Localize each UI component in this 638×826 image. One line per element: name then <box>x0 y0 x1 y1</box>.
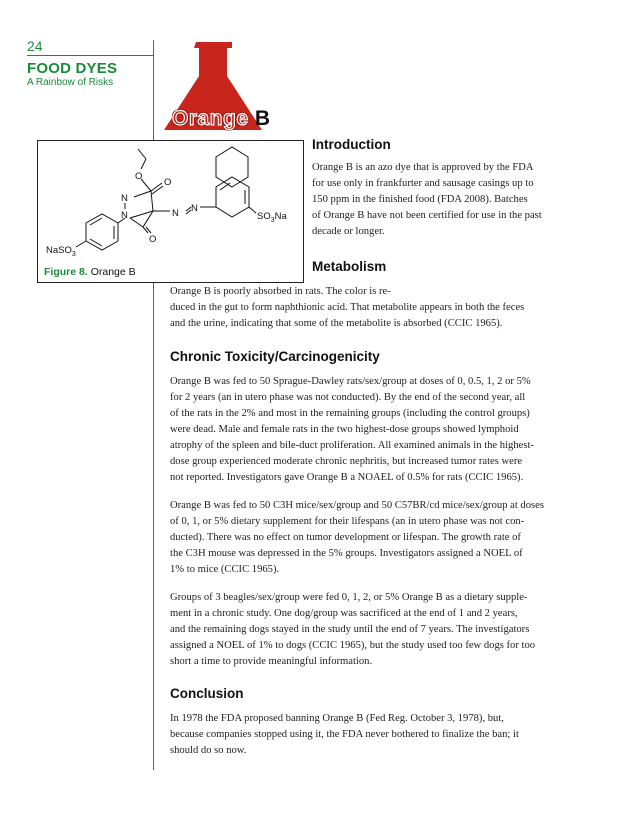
text-line: ducted). There was no effect on tumor development or lifespan. The growth rate of <box>170 532 521 543</box>
structure-n2: N <box>121 210 128 221</box>
structure-naso3-left: NaSO$_3$ <box>46 245 76 258</box>
heading-introduction: Introduction <box>312 137 391 152</box>
structure-so3na-right: $SO_3Na$ <box>257 211 287 224</box>
conclusion-paragraph <box>170 711 562 759</box>
text-line: of 0, 1, or 5% dietary supplement for their lifespans (an in utero phase was not con- <box>170 516 525 527</box>
text-line: not reported. Investigators gave Orange B a NOAEL of 0.5% for rats (CCIC 1965). <box>170 472 524 483</box>
text-line: Orange B was fed to 50 C3H mice/sex/group and 50 C57BR/cd mice/sex/group at doses <box>170 500 544 511</box>
series-subtitle: A Rainbow of Risks <box>27 77 114 88</box>
heading-conclusion: Conclusion <box>170 686 244 701</box>
text-line: should do so now. <box>170 745 247 756</box>
heading-metabolism: Metabolism <box>312 259 387 274</box>
figure-label: Figure 8. <box>44 266 88 278</box>
text-line: Orange B is poorly absorbed in rats. The color is re- <box>170 286 391 297</box>
header-rule <box>27 55 153 56</box>
text-line: 150 ppm in the finished food (FDA 2008). Batches <box>312 194 528 205</box>
series-title: FOOD DYES <box>27 60 118 77</box>
text-line: duced in the gut to form naphthionic acid. That metabolite appears in both the feces <box>170 302 525 313</box>
chronic-paragraph-2 <box>170 498 562 578</box>
chronic-paragraph-1 <box>170 374 562 486</box>
figure-caption <box>44 266 136 278</box>
text-line: because companies stopped using it, the FDA never bothered to finalize the ban; it <box>170 729 519 740</box>
text-line: of the rats in the 2% and most in the remaining groups (including the control groups) <box>170 408 530 419</box>
text-line: ment in a chronic study. One dog/group was sacrificed at the end of 1 and 2 years, <box>170 608 518 619</box>
text-line: decade or longer. <box>312 226 385 237</box>
text-line: Orange B was fed to 50 Sprague-Dawley rats/sex/group at doses of 0, 0.5, 1, 2 or 5% <box>170 376 531 387</box>
structure-azo-n2: N <box>191 203 198 214</box>
text-line: Orange B is an azo dye that is approved by the FDA <box>312 162 534 173</box>
heading-chronic-toxicity: Chronic Toxicity/Carcinogenicity <box>170 349 380 364</box>
page-number: 24 <box>27 38 43 54</box>
structure-o-ketone: O <box>149 234 157 245</box>
chemical-structure <box>38 141 303 266</box>
text-line: were dead. Male and female rats in the two highest-dose groups showed lymphoid <box>170 424 519 435</box>
structure-n1: N <box>121 193 128 204</box>
chronic-paragraph-3 <box>170 590 562 670</box>
dye-title-word2: B <box>254 107 271 130</box>
text-line: for 2 years (an in utero phase was not conducted). By the end of the second year, all <box>170 392 526 403</box>
dye-title-word1: Orange <box>172 107 249 130</box>
text-line: In 1978 the FDA proposed banning Orange B (Fed Reg. October 3, 1978), but, <box>170 713 504 724</box>
text-line: the C3H mouse was depressed in the 5% groups. Investigators assigned a NOEL of <box>170 548 523 559</box>
dye-title <box>172 107 271 131</box>
text-line: and the urine, indicating that some of the metabolite is absorbed (CCIC 1965). <box>170 318 503 329</box>
introduction-paragraph <box>312 160 562 240</box>
text-line: for use only in frankfurter and sausage casings up to <box>312 178 534 189</box>
structure-azo-n1: N <box>172 208 179 219</box>
text-line: assigned a NOEL of 1% to dogs (CCIC 1965), but the study used too few dogs for too <box>170 640 536 651</box>
figure-box <box>37 140 304 283</box>
structure-o-carbonyl: O <box>164 177 172 188</box>
structure-o-ester: O <box>135 171 143 182</box>
text-line: 1% to mice (CCIC 1965). <box>170 564 280 575</box>
text-line: Groups of 3 beagles/sex/group were fed 0, 1, 2, or 5% Orange B as a dietary supple- <box>170 592 528 603</box>
text-line: short a time to provide meaningful information. <box>170 656 373 667</box>
text-line: atrophy of the spleen and bile-duct proliferation. All examined animals in the highest- <box>170 440 534 451</box>
metabolism-paragraph <box>170 284 562 332</box>
text-line: of Orange B have not been certified for use in the past <box>312 210 542 221</box>
text-line: and the remaining dogs stayed in the study until the end of 7 years. The investigators <box>170 624 530 635</box>
text-line: dose group experienced moderate chronic nephritis, but increased tumor rates were <box>170 456 523 467</box>
figure-caption-text: Orange B <box>90 266 136 278</box>
